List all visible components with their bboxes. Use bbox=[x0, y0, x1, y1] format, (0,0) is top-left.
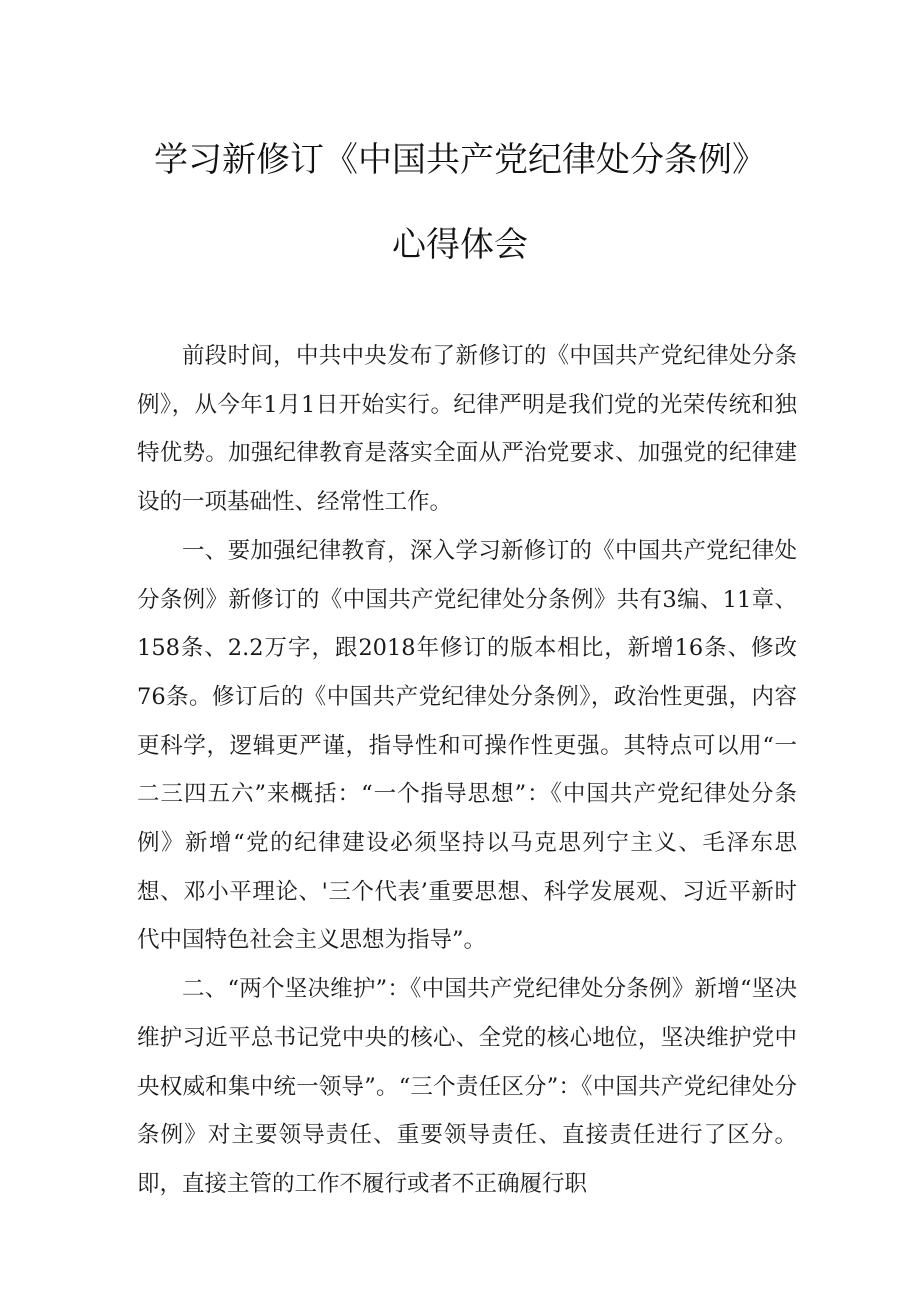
document-title-line-2: 心得体会 bbox=[392, 225, 528, 265]
document-title-line-1: 学习新修订《中国共产党纪律处分条例》 bbox=[154, 140, 766, 180]
paragraph-intro: 前段时间，中共中央发布了新修订的《中国共产党纪律处分条例》，从今年1月1日开始实行。纪律严明是我们党的光荣传统和独特优势。加强纪律教育是落实全面从严治党要求、加强党的纪律建设的一项基础性、经常性工作。 bbox=[137, 343, 797, 516]
document-body bbox=[137, 332, 797, 1209]
paragraph-section-one: 一、要加强纪律教育，深入学习新修订的《中国共产党纪律处分条例》新修订的《中国共产党纪律处分条例》共有3编、11章、158条、2.2万字，跟2018年修订的版本相比，新增16条、修改76条。修订后的《中国共产党纪律处分条例》，政治性更强，内容更科学，逻辑更严谨，指导性和可操作性更强。其特点可以用“一二三四五六”来概括：“一个指导思想”：《中国共产党纪律处分条例》新增“党的纪律建设必须坚持以马克思列宁主义、毛泽东思想、邓小平理论、'三个代表’重要思想、科学发展观、习近平新时代中国特色社会主义思想为指导”。 bbox=[137, 537, 797, 954]
paragraph-section-two: 二、“两个坚决维护”：《中国共产党纪律处分条例》新增“坚决维护习近平总书记党中央的核心、全党的核心地位，坚决维护党中央权威和集中统一领导”。“三个责任区分”：《中国共产党纪律处分条例》对主要领导责任、重要领导责任、直接责任进行了区分。即，直接主管的工作不履行或者不正确履行职 bbox=[137, 976, 797, 1197]
